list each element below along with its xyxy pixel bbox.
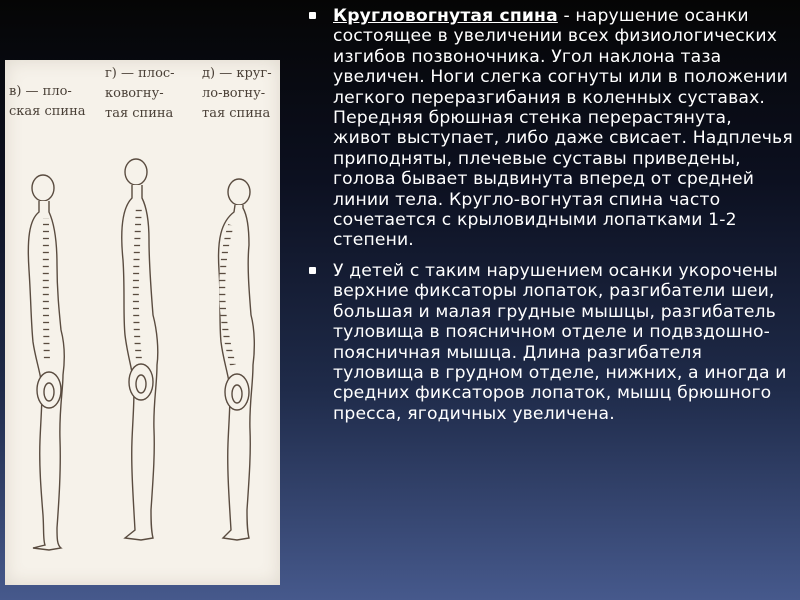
term-round-concave-back: Кругловогнутая спина [333, 6, 558, 26]
bullet-icon [309, 12, 316, 19]
flat-back-figure [28, 175, 64, 550]
figure-label-round-concave-back: д) — круг- ло-вогну- тая спина [202, 66, 272, 121]
posture-silhouettes [5, 60, 280, 585]
round-concave-back-figure [219, 179, 255, 540]
children-text: У детей с таким нарушением осанки укорочены верхние фиксаторы лопаток, разгибатели шеи, большая и малая грудные мышцы, разгибатель туловища в поясничном отделе и подвздошно-поясничная мышца. Длина разгибателя туловища в грудном отделе, нижних, а иногда и средних фиксаторов лопаток, мышц брюшного пресса, ягодичных увеличена. [333, 260, 787, 424]
paragraph-children [305, 261, 793, 424]
slide-text [305, 6, 793, 434]
bullet-icon [309, 267, 316, 274]
figure-label-flat-concave-back: г) — плос- ковогну- тая спина [105, 66, 175, 121]
flat-concave-back-figure [122, 159, 158, 540]
definition-text: - нарушение осанки состоящее в увеличении всех физиологических изгибов позвоночника. Угол наклона таза увеличен. Ноги слегка согнуты или в положении легкого переразгибания в коленных суставах. Передняя брюшная стенка перерастянута, живот выступает, либо даже свисает. Надплечья приподняты, плечевые суставы приведены, голова бывает выдвинута вперед от средней линии тела. Кругло-вогнутая спина часто сочетается с крыловидными лопатками 1-2 степени. [333, 6, 793, 251]
posture-figure-image [5, 60, 280, 585]
figure-label-flat-back: в) — пло- ская спина [9, 84, 86, 119]
paragraph-definition [305, 6, 793, 251]
